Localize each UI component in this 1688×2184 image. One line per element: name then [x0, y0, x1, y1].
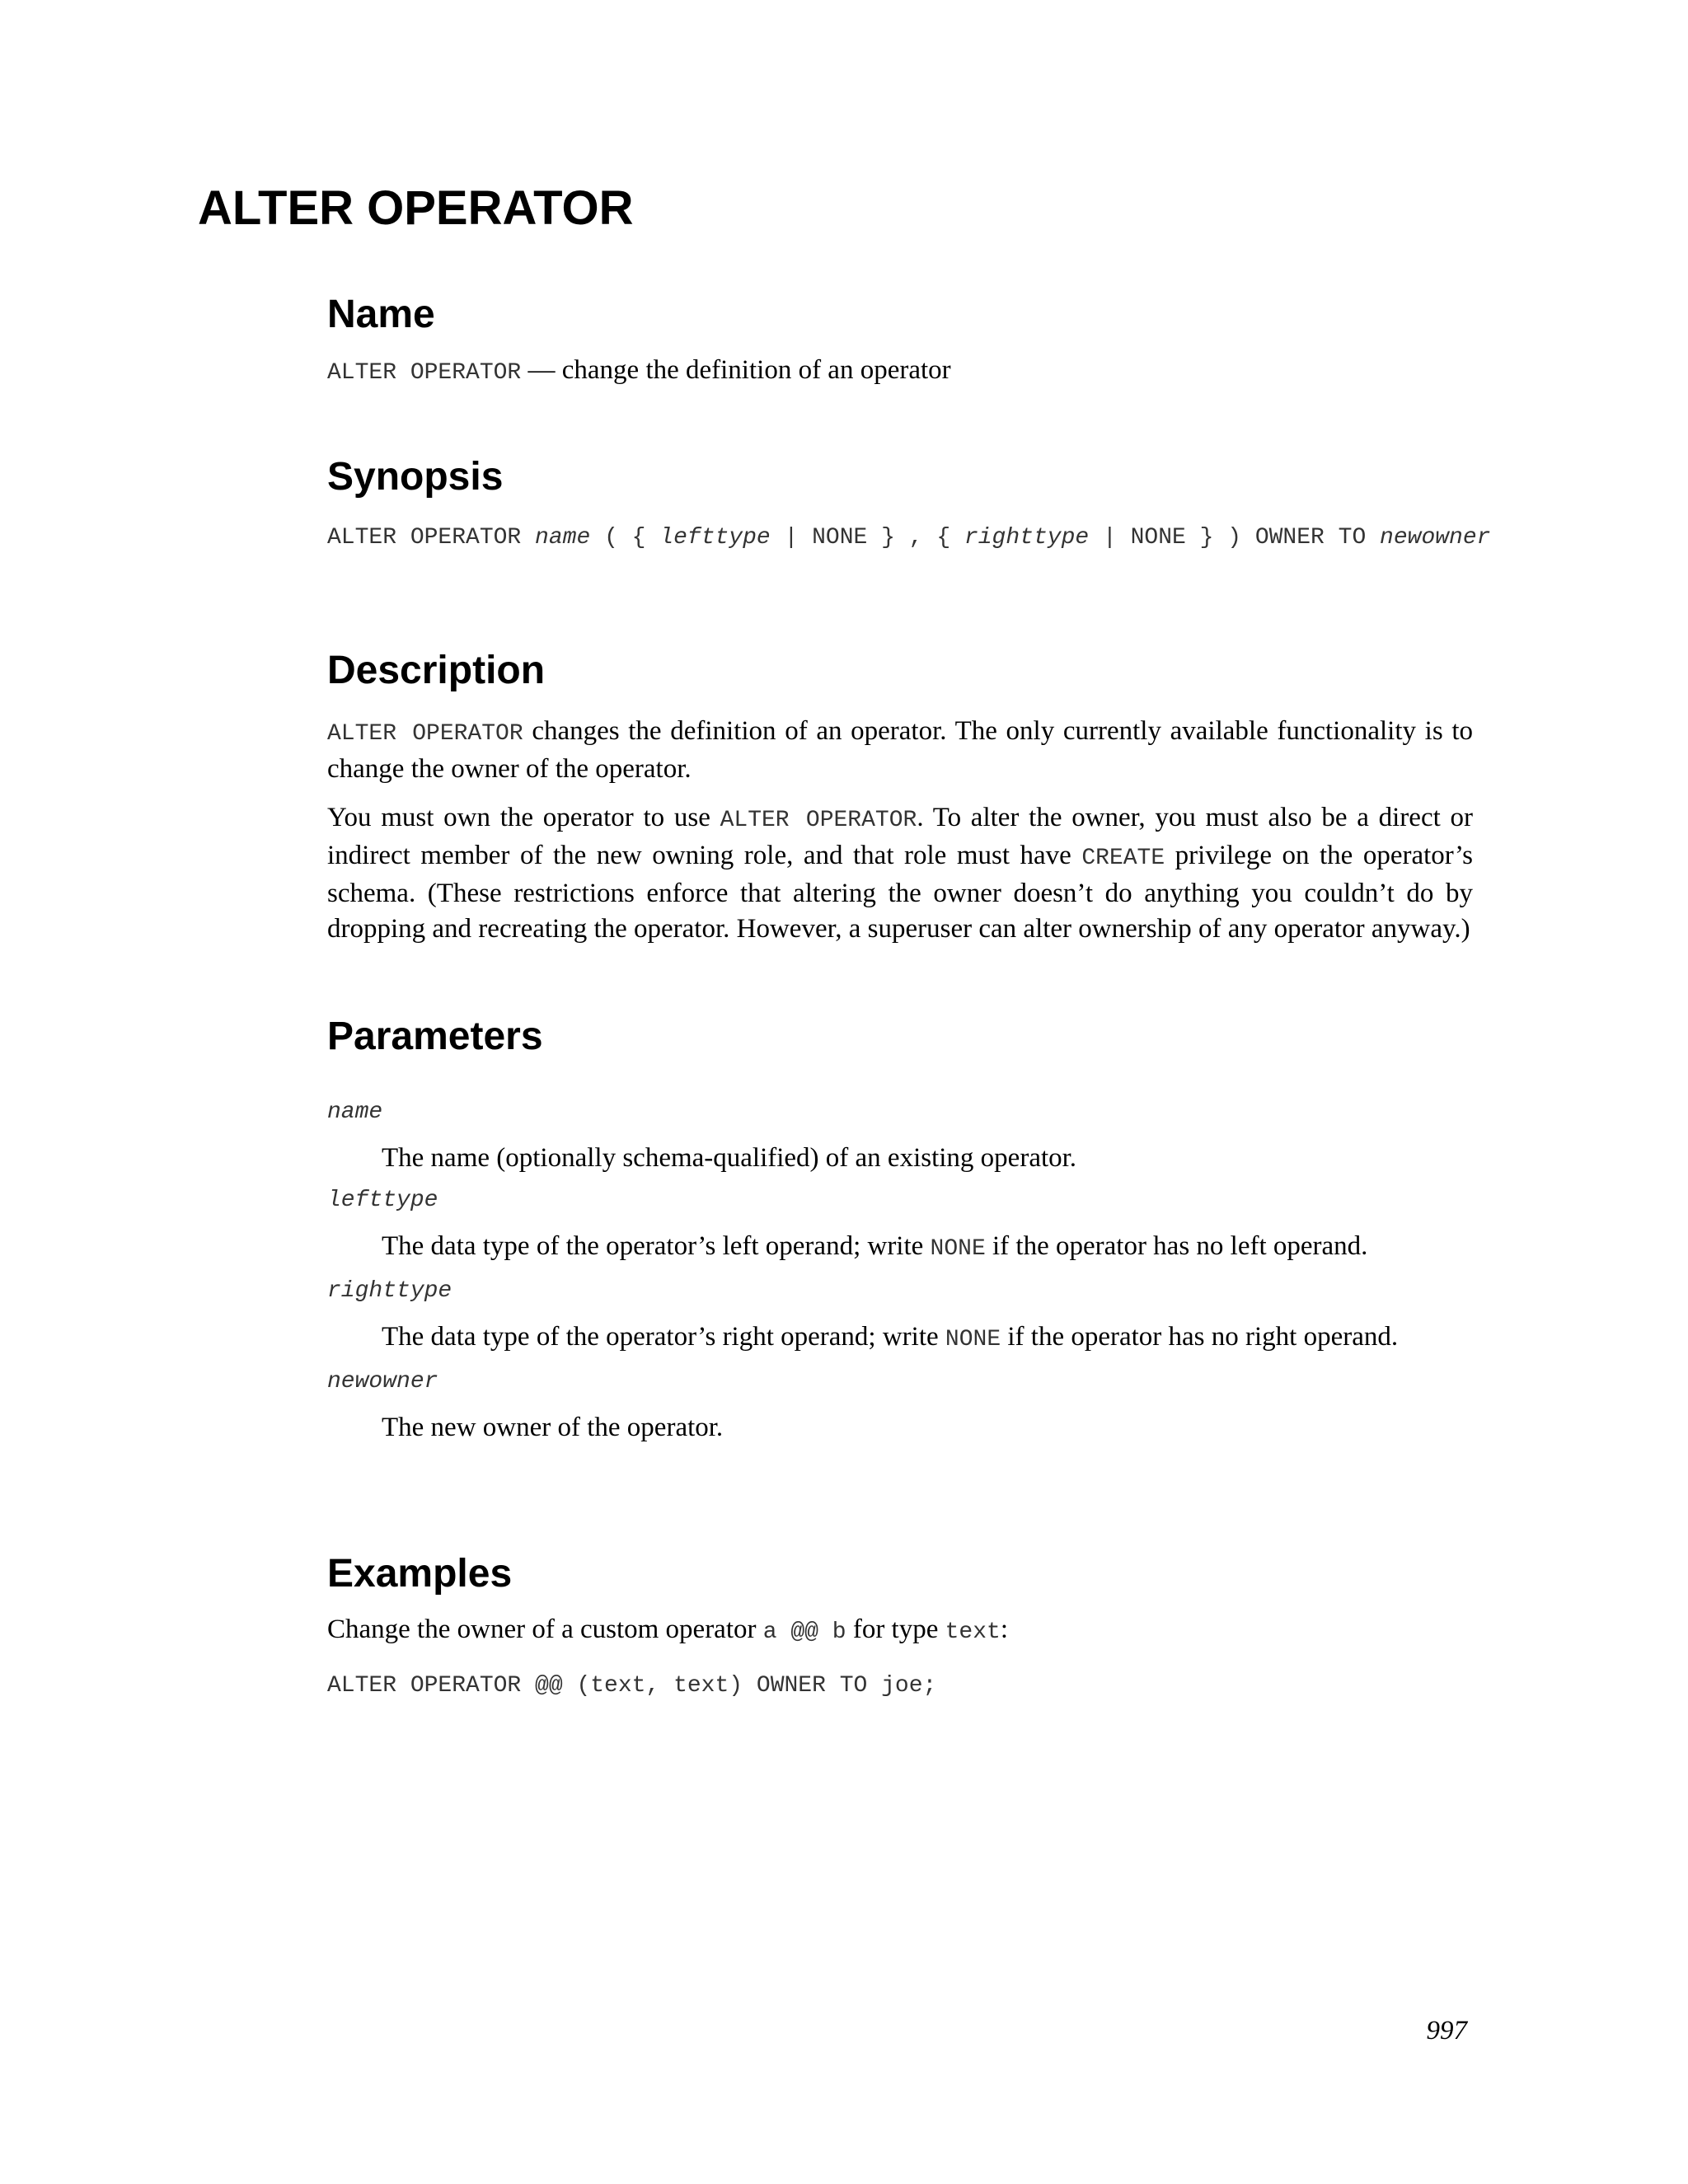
- definition-text: The data type of the operator’s right operand; write: [382, 1322, 945, 1352]
- description-section: [327, 646, 1473, 947]
- parameter-term: lefttype: [327, 1188, 438, 1213]
- command-name: ALTER OPERATOR: [327, 360, 522, 386]
- inline-code: ALTER OPERATOR: [327, 721, 523, 747]
- parameter-item: [327, 1275, 1473, 1357]
- name-section: [327, 290, 1473, 391]
- parameter-item: [327, 1184, 1473, 1267]
- paragraph-text: Change the owner of a custom operator: [327, 1615, 763, 1644]
- synopsis-placeholder: lefttype: [659, 525, 771, 551]
- definition-text: if the operator has no right operand.: [1001, 1322, 1399, 1352]
- synopsis-placeholder: name: [535, 525, 591, 551]
- definition-text: The name (optionally schema-qualified) of an existing operator.: [382, 1143, 1077, 1173]
- chapter-title: ALTER OPERATOR: [198, 181, 634, 235]
- parameter-definition: [382, 1319, 1473, 1357]
- examples-intro: [327, 1612, 1473, 1650]
- parameter-term: righttype: [327, 1278, 452, 1304]
- name-heading: Name: [327, 293, 435, 336]
- description-paragraph-2: [327, 800, 1473, 947]
- name-line: [327, 353, 1473, 391]
- parameter-definition: [382, 1410, 1473, 1446]
- description-heading: Description: [327, 649, 546, 692]
- page-number: 997: [1426, 2016, 1467, 2046]
- paragraph-text: changes the definition of an operator. The only currently available functionality is to change the owner of the operator.: [327, 716, 1473, 784]
- inline-code: CREATE: [1081, 846, 1165, 871]
- synopsis-heading: Synopsis: [327, 455, 504, 499]
- inline-code: NONE: [945, 1327, 1001, 1352]
- parameter-term: newowner: [327, 1369, 438, 1394]
- parameter-item: [327, 1366, 1473, 1446]
- description-paragraph-1: [327, 714, 1473, 787]
- synopsis-keyword: | NONE } ) OWNER TO: [1089, 525, 1381, 551]
- inline-code: ALTER OPERATOR: [720, 808, 917, 833]
- synopsis-code: [327, 522, 1491, 555]
- examples-heading: Examples: [327, 1552, 513, 1596]
- paragraph-text: for type: [846, 1615, 945, 1644]
- synopsis-placeholder: righttype: [964, 525, 1090, 551]
- definition-text: The new owner of the operator.: [382, 1413, 724, 1442]
- paragraph-text: :: [1000, 1615, 1009, 1644]
- parameters-section: [327, 1012, 1473, 1446]
- synopsis-section: [327, 452, 1491, 555]
- parameters-heading: Parameters: [327, 1015, 543, 1058]
- paragraph-text: You must own the operator to use: [327, 803, 720, 832]
- example-code: ALTER OPERATOR @@ (text, text) OWNER TO joe;: [327, 1673, 937, 1699]
- command-summary: — change the definition of an operator: [521, 355, 951, 385]
- paragraph-text: . To alter the owner, you must also be a direct or indirect member of the new owning role, and that role must have: [327, 803, 1473, 870]
- examples-section: [327, 1549, 1473, 1703]
- inline-code: a @@ b: [762, 1619, 846, 1645]
- parameter-definition: [382, 1229, 1473, 1267]
- synopsis-keyword: ( {: [590, 525, 660, 551]
- synopsis-keyword: | NONE } , {: [770, 525, 964, 551]
- synopsis-placeholder: newowner: [1380, 525, 1491, 551]
- parameter-term: name: [327, 1099, 383, 1125]
- parameter-definition: [382, 1141, 1473, 1176]
- inline-code: NONE: [930, 1236, 986, 1262]
- definition-text: if the operator has no left operand.: [985, 1231, 1368, 1261]
- synopsis-keyword: ALTER OPERATOR: [327, 525, 536, 551]
- parameter-item: [327, 1096, 1473, 1176]
- parameter-list: [327, 1096, 1473, 1446]
- paragraph-text: privilege on the operator’s schema. (These restrictions enforce that altering the owner doesn’t do anything you couldn’t do by dropping and recreating the operator. However, a superuser can alter ownership of any operator anyway.): [327, 841, 1474, 944]
- inline-code: text: [945, 1619, 1001, 1645]
- definition-text: The data type of the operator’s left operand; write: [382, 1231, 931, 1261]
